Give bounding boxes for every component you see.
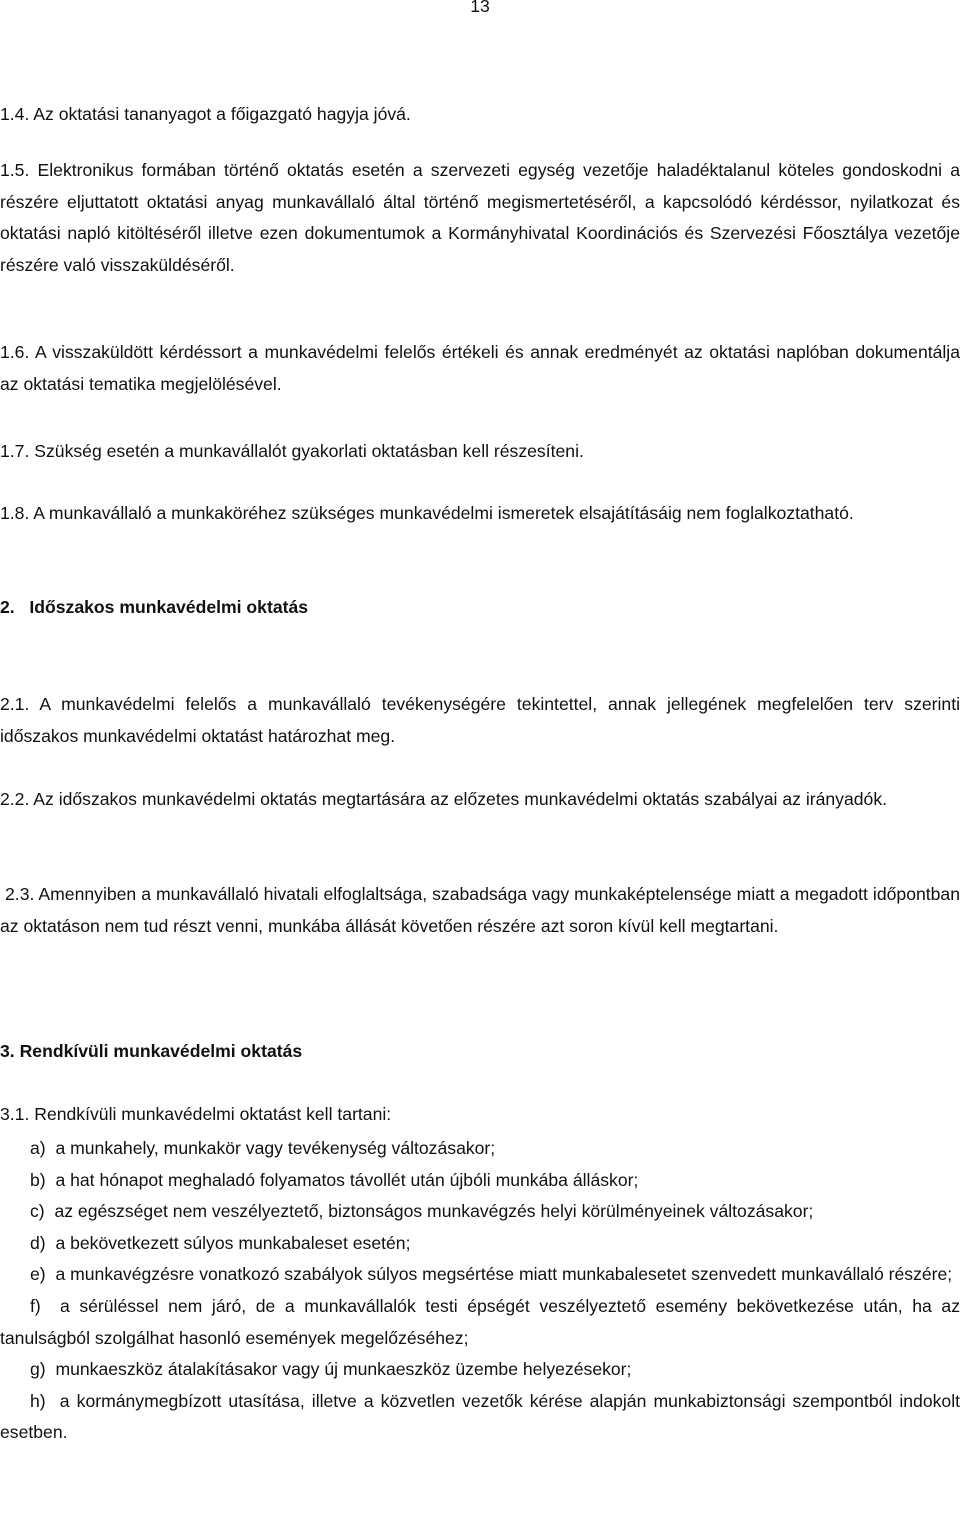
list-item	[0, 1386, 960, 1449]
paragraph-text: Az oktatási tananyagot a főigazgató hagyja jóvá.	[33, 104, 411, 124]
case-list	[0, 1133, 960, 1449]
paragraph-text: Elektronikus formában történő oktatás esetén a szervezeti egység vezetője haladéktalanul köteles gondoskodni a részére eljuttatott oktatási anyag munkavállaló által történő megismertetéséről, a kapcsolódó kérdéssor, nyilatkozat és oktatási napló kitöltéséről illetve ezen dokumentumok a Kormányhivatal Koordinációs és Szervezési Főosztálya vezetője részére való visszaküldéséről.	[0, 160, 960, 275]
paragraph-text: A munkavédelmi felelős a munkavállaló tevékenységére tekintettel, annak jellegének megfelelően terv szerinti időszakos munkavédelmi oktatást határozhat meg.	[0, 694, 960, 746]
paragraph-number: 1.6.	[0, 342, 30, 362]
heading-number: 2.	[0, 597, 15, 617]
heading-title: Rendkívüli munkavédelmi oktatás	[19, 1041, 303, 1061]
list-letter: e)	[30, 1264, 46, 1285]
list-letter: b)	[30, 1169, 46, 1190]
list-letter: h)	[30, 1390, 46, 1411]
list-letter: c)	[30, 1201, 45, 1222]
paragraph-text: A munkavállaló a munkaköréhez szükséges munkavédelmi ismeretek elsajátításáig nem foglalkoztatható.	[33, 503, 854, 523]
list-letter: a)	[30, 1138, 46, 1158]
list-item	[0, 1133, 960, 1165]
page-number: 13	[470, 0, 490, 16]
paragraph-text: Szükség esetén a munkavállalót gyakorlati oktatásban kell részesíteni.	[34, 441, 584, 461]
paragraph-3-1	[0, 1099, 960, 1131]
list-text: a kormánymegbízott utasítása, illetve a közvetlen vezetők kérése alapján munkabiztonsági szempontból indokolt esetben.	[0, 1390, 960, 1443]
list-item	[0, 1165, 960, 1197]
paragraph-number: 1.5.	[0, 160, 30, 180]
list-text: a munkahely, munkakör vagy tevékenység változásakor;	[55, 1138, 496, 1158]
paragraph-number: 1.7.	[0, 441, 30, 461]
paragraph-2-3	[0, 879, 960, 942]
list-text: a sérüléssel nem járó, de a munkavállalók testi épségét veszélyeztető esemény bekövetkezése után, ha az tanulságból szolgálhat hasonló események megelőzéséhez;	[0, 1295, 960, 1348]
section-heading-3	[0, 1036, 960, 1068]
paragraph-number: 3.1.	[0, 1104, 30, 1124]
heading-title: Időszakos munkavédelmi oktatás	[29, 597, 309, 617]
paragraph-text: Amennyiben a munkavállaló hivatali elfoglaltsága, szabadsága vagy munkaképtelensége miatt a megadott időpontban az oktatáson nem tud részt venni, munkába állását követően részére azt soron kívül kell megtartani.	[0, 884, 960, 936]
paragraph-text: A visszaküldött kérdéssort a munkavédelmi felelős értékeli és annak eredményét az oktatási naplóban dokumentálja az oktatási tematika megjelölésével.	[0, 342, 960, 394]
paragraph-number: 2.1.	[0, 694, 30, 714]
paragraph-2-2	[0, 784, 960, 816]
list-text: a bekövetkezett súlyos munkabaleset esetén;	[55, 1232, 411, 1253]
paragraph-2-1	[0, 689, 960, 752]
list-text: a hat hónapot meghaladó folyamatos távollét után újbóli munkába álláskor;	[55, 1169, 639, 1190]
list-item	[0, 1354, 960, 1386]
list-item	[0, 1196, 960, 1228]
paragraph-1-6	[0, 337, 960, 400]
paragraph-number: 2.3.	[5, 884, 35, 904]
list-item	[0, 1291, 960, 1354]
paragraph-number: 1.4.	[0, 104, 30, 124]
paragraph-1-5	[0, 155, 960, 281]
heading-number: 3.	[0, 1041, 15, 1061]
list-text: a munkavégzésre vonatkozó szabályok súlyos megsértése miatt munkabalesetet szenvedett munkavállaló részére;	[55, 1264, 953, 1285]
list-item	[0, 1259, 960, 1291]
paragraph-1-8	[0, 498, 960, 530]
paragraph-text: Az időszakos munkavédelmi oktatás megtartására az előzetes munkavédelmi oktatás szabályai az irányadók.	[33, 789, 887, 809]
paragraph-number: 1.8.	[0, 503, 30, 523]
paragraph-text: Rendkívüli munkavédelmi oktatást kell tartani:	[34, 1104, 392, 1124]
list-letter: f)	[30, 1295, 41, 1316]
section-heading-2	[0, 592, 960, 624]
list-letter: d)	[30, 1232, 46, 1253]
paragraph-1-4	[0, 99, 960, 131]
list-text: az egészséget nem veszélyeztető, biztonságos munkavégzés helyi körülményeinek változásakor;	[54, 1201, 814, 1222]
paragraph-1-7	[0, 436, 960, 468]
list-item	[0, 1228, 960, 1260]
paragraph-number: 2.2.	[0, 789, 30, 809]
list-letter: g)	[30, 1359, 46, 1380]
list-text: munkaeszköz átalakításakor vagy új munkaeszköz üzembe helyezésekor;	[55, 1359, 632, 1380]
